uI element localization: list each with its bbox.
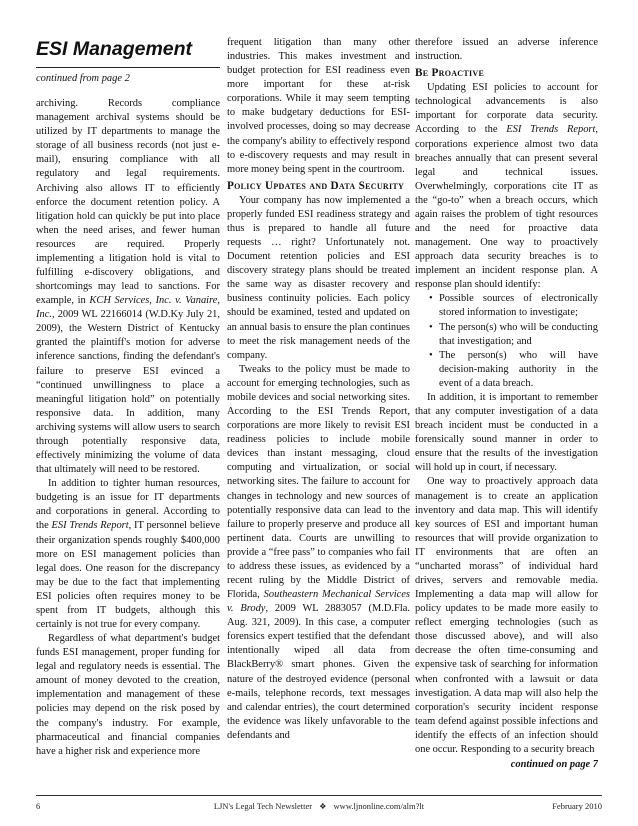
continued-on: continued on page 7: [510, 758, 598, 770]
column-1: [36, 36, 220, 796]
column-2: [227, 36, 410, 796]
column-3: [415, 36, 598, 796]
article-title: ESI Management: [36, 36, 220, 68]
footer-center: [36, 801, 602, 811]
section-heading: Be Proactive: [415, 67, 485, 80]
paragraph: In addition to tighter human resources, budgeting is an issue for IT departments and corporations in general. According to the ESI Trends Report, IT personnel believe their organization spends roughly $400,000 more on ESI management policies than legal does. One reason for the discrepancy may be due to the fact that implementing ESI policies often requires money to be spent from IT budgets, although this certainly is not true for every company.: [36, 478, 220, 630]
newsletter-name: LJN's Legal Tech Newsletter: [213, 801, 313, 811]
list-item: • The person(s) who will have decision-making authority in the event of a data breach.: [429, 349, 598, 391]
bullet-list: [415, 292, 598, 391]
list-item: • Possible sources of electronically stored information to investigate;: [429, 292, 598, 320]
list-item: • The person(s) who will be conducting that investigation; and: [429, 321, 598, 349]
paragraph: Regardless of what department's budget funds ESI management, proper funding for legal and regulatory needs is essential. The amount of money devoted to the creation, implementation and management of these policies may depend on the risk posed by the company's industry. For example, pharmaceutical and financial companies have a higher risk and experience more: [36, 633, 220, 757]
section-heading: Policy Updates and Data Security: [227, 179, 405, 192]
paragraph: Tweaks to the policy must be made to account for emerging technologies, such as mobile devices and social networking sites. According to the ESI Trends Report, corporations are more likely to revisit ESI readiness policies to include mobile devices than instant messaging, cloud computing and virtualization, or social networking sites. The failure to account for changes in technology and new sources of potentially responsive data can lead to the failure to properly preserve and produce all pertinent data. Courts are unwilling to provide a “free pass” to companies who fail to address these issues, as evidenced by a recent ruling by the Middle District of Florida, Southeastern Mechanical Services v. Brody, 2009 WL 2883057 (M.D.Fla. Aug. 321, 2009). In this case, a computer forensics expert testified that the defendant intentionally wiped all data from BlackBerry® smart phones. Given the nature of the destroyed evidence (personal e-mails, telephone records, text messages and calendar entries), the court determined the evidence was likely unfavorable to the defendants and: [227, 363, 410, 741]
continued-from: continued from page 2: [36, 73, 130, 84]
paragraph: In addition, it is important to remember that any computer investigation of a data breach incident must be conducted in a forensically sound manner in order to ensure that the results of the investigation will hold up in court, if necessary.: [415, 391, 598, 474]
diamond-icon: ❖: [319, 802, 327, 811]
paragraph: Your company has now implemented a properly funded ESI readiness strategy and thus is prepared to handle all future requests … right? Unfortunately not. Document retention policies and ESI discovery strategy plans should be treated the same way as disaster recovery and business continuity policies. Each policy should be examined, tested and updated on an annual basis to ensure the plan continues to meet the risk management needs of the company.: [227, 194, 410, 361]
page-footer: [36, 795, 602, 816]
issue-date: February 2010: [552, 801, 602, 811]
footer-url[interactable]: www.ljnonline.com/alm?lt: [333, 801, 425, 811]
paragraph: One way to proactively approach data management is to create an application inventory and data map. This will identify key sources of ESI and important human resources that will provide organization to IT environments that are often an “uncharted morass” of individual hard drives, servers and removable media. Implementing a data map will allow for policy updates to be made more easily to reflect emerging technologies (such as those discussed above), and will also decrease the often time-consuming and expensive task of searching for information when confronted with a lawsuit or data investigation. A data map will also help the corporation's security incident response team defend against possible infections and identify the effects of an infection should one occur. Responding to a security breach: [415, 476, 598, 755]
paragraph: Updating ESI policies to account for technological advancements is also important for corporate data security. According to the ESI Trends Report, corporations experience almost two data breaches annually that can present several legal and technical issues. Overwhelmingly, corporations cite IT as the “go-to” when a breach occurs, which again raises the problem of tight resources and the need for proactive data management. One way to proactively approach data security breaches is to implement an incident response plan. A response plan should identify:: [415, 82, 598, 291]
paragraph: archiving. Records compliance management archival systems should be utilized by IT departments to manage the storage of all business records (not just e-mail), ensuring compliance with all regulatory and legal requirements. Archiving also allows IT to efficiently enforce the document retention policy. A litigation hold can quickly be put into place when the need arises, and fewer human resources are required. Properly implementing a litigation hold is vital to fulfilling e-discovery obligations, and shortcomings may lead to sanctions. For example, in KCH Services, Inc. v. Vanaire, Inc., 2009 WL 22166014 (W.D.Ky July 21, 2009), the Western District of Kentucky granted the plaintiff's motion for adverse inference sanctions, finding the defendant's failure to preserve ESI evinced a “continued unwillingness to place a meaningful litigation hold” on potentially responsive data. In addition, many archiving systems will allow users to search through potentially responsive data, effectively minimizing the volume of data that ultimately will need to be restored.: [36, 98, 220, 476]
paragraph: therefore issued an adverse inference instruction.: [415, 37, 598, 63]
paragraph: frequent litigation than many other industries. This makes investment and budget protection for ESI readiness even more important for these at-risk corporations. While it may seem tempting to make budgetary deductions for ESI-involved processes, doing so may decrease the company's ability to effectively respond to e-discovery requests and may result in more money being spent in the courtroom.: [227, 37, 410, 175]
page-number: 6: [36, 801, 41, 811]
